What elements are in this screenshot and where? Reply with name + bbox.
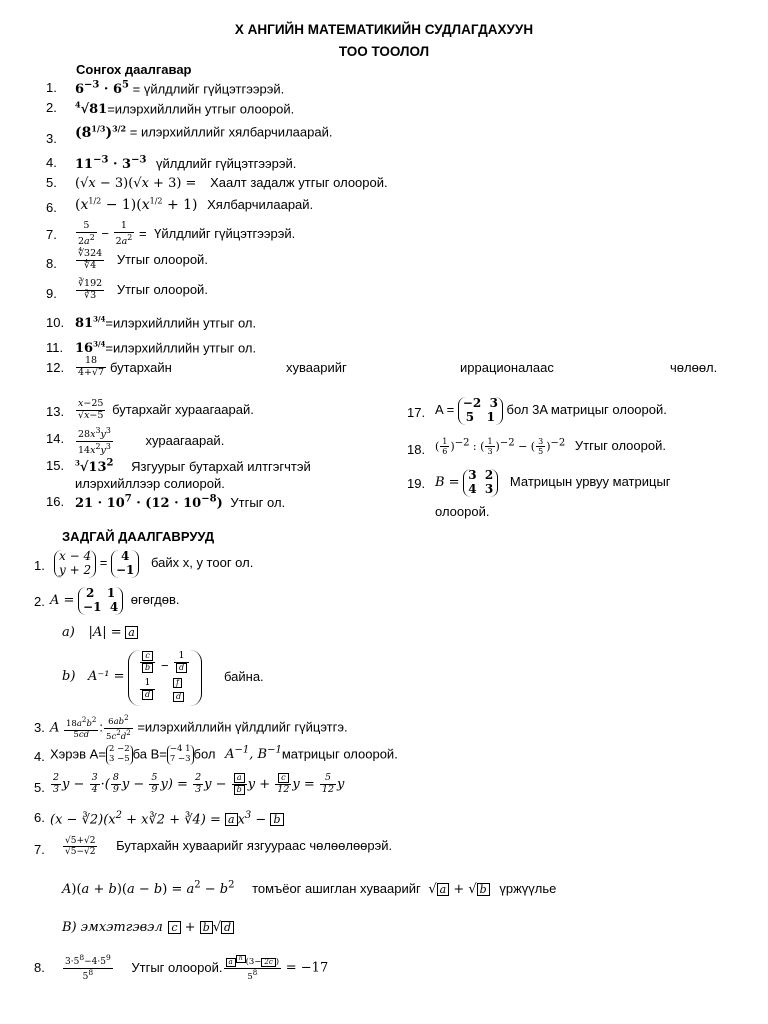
list-item: 5. $\frac{2}{3}$ y − $\frac{3}{4}$ ·( $\frac{8}{9}$ y − $\frac{5}{9}$ y) = $\frac{2}{3}$ y − $\frac{a}{b}$ y + $\frac{c}{12}$ y = $\frac{5}{12}$ y bbox=[34, 772, 345, 795]
list-item: 6. $(x - ∛2)(x^2$ + x∛2 + ∛4) = a $x^3 - b$ bbox=[34, 810, 45, 825]
list-item: 8. $\frac{3\cdot 5^8-4\cdot 5^9}{5^8}$ Утгыг олоорой. $\frac{a ^n (3- 2c )}{5^8}$ = −17 bbox=[34, 953, 329, 982]
list-item: 7. $\frac{√5+√2}{√5-√2}$ Бутархайн хуваарийг язгуураас чөлөөлөөрэй. bbox=[34, 836, 393, 858]
subitem-B: B) эмхэтгэвэл c + b √ d bbox=[62, 919, 234, 935]
list-item: 2. A = 2 1 −1 4 өгөгдөв. bbox=[34, 586, 180, 614]
list-item: 1. x − 4 y + 2 = 4 −1 байх x, y тоог ол. bbox=[34, 549, 254, 577]
list-item: 3. A $\frac{18a^2b^2}{5cd}$ : $\frac{6ab^2}{5c^2d^2}$ =илэрхийллийн үйлдлийг гүйцэтгэ. bbox=[34, 713, 348, 742]
subitem-b: b) A⁻¹ = $\frac{c}{b}$ − $\frac{1}{d}$ $\frac{1}{d}$ f d байна. bbox=[62, 650, 322, 710]
page-subtitle: ТОО ТООЛОЛ bbox=[338, 44, 430, 59]
inverse-matrix: $\frac{c}{b}$ − $\frac{1}{d}$ $\frac{1}{d}$ f d bbox=[128, 650, 202, 706]
section-heading-open: ЗАДГАЙ ДААЛГАВРУУД bbox=[62, 529, 215, 544]
section-heading-choice: Сонгох даалгавар bbox=[76, 62, 192, 77]
page-title: X АНГИЙН МАТЕМАТИКИЙН СУДЛАГДАХУУН bbox=[234, 22, 534, 37]
answer-box[interactable]: a bbox=[125, 626, 138, 639]
list-item: 4. Хэрэв A= 2 −2 3 −5 ба B= −4 1 7 −3 бол $A^{-1}$, $B^{-1}матрицыг$ олоорой. bbox=[34, 744, 398, 764]
subitem-a: a) |A| = a bbox=[62, 624, 138, 640]
subitem-A: $A)(a + b)(a - b) = a^2 - b^2$ томъёог ашиглан хуваарийг √ a + √ b үржүүлье bbox=[62, 880, 557, 898]
